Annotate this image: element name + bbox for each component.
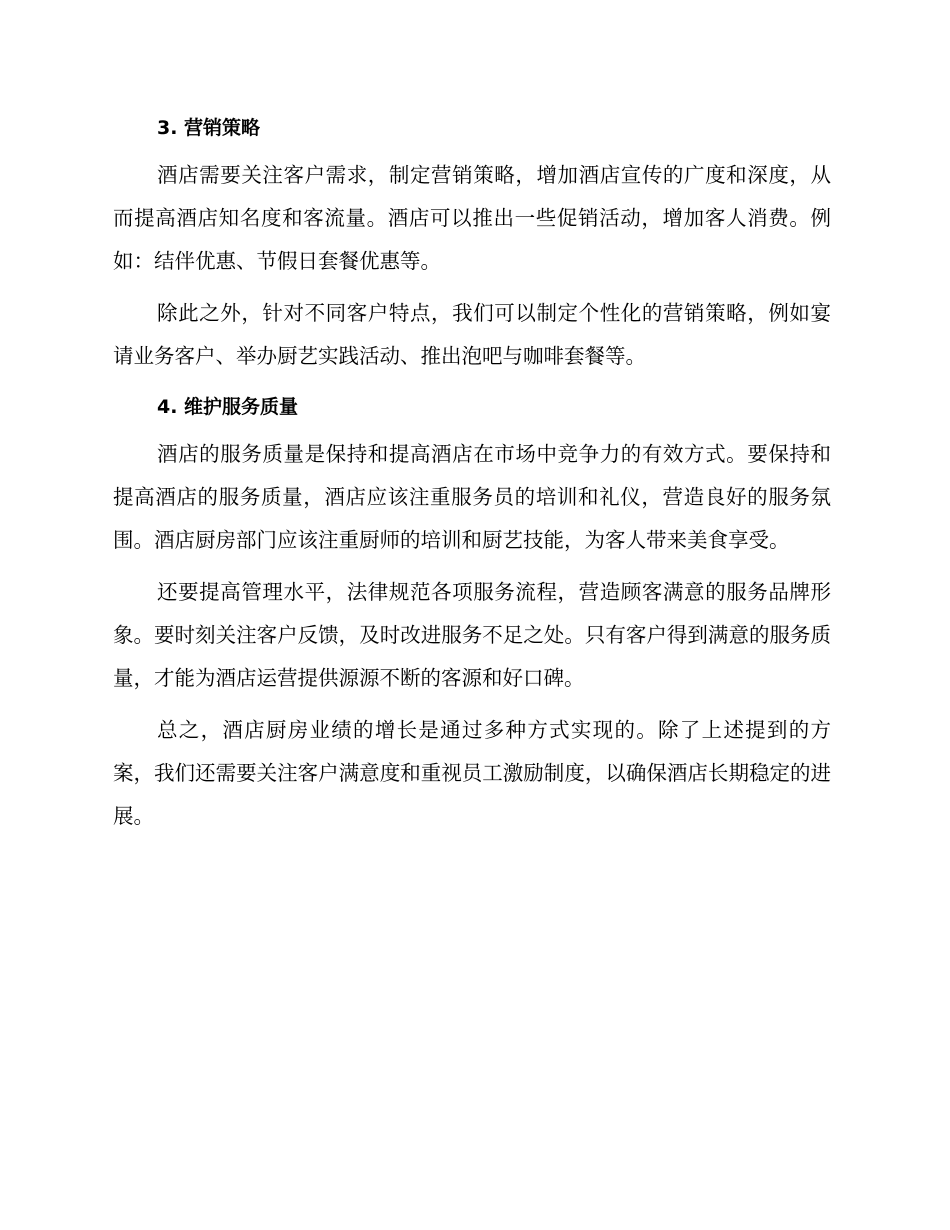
paragraph-conclusion: 总之，酒店厨房业绩的增长是通过多种方式实现的。除了上述提到的方案，我们还需要关注客户满意度和重视员工激励制度，以确保酒店长期稳定的进展。 [113,718,831,828]
paragraph-marketing-2: 除此之外，针对不同客户特点，我们可以制定个性化的营销策略，例如宴请业务客户、举办厨艺实践活动、推出泡吧与咖啡套餐等。 [113,301,831,368]
paragraph-marketing-1: 酒店需要关注客户需求，制定营销策略，增加酒店宣传的广度和深度，从而提高酒店知名度和客流量。酒店可以推出一些促销活动，增加客人消费。例如：结伴优惠、节假日套餐优惠等。 [113,163,831,273]
section-heading-service-quality: 4. 维护服务质量 [157,396,299,418]
document-body [113,108,831,838]
paragraph-service-1: 酒店的服务质量是保持和提高酒店在市场中竞争力的有效方式。要保持和提高酒店的服务质量，酒店应该注重服务员的培训和礼仪，营造良好的服务氛围。酒店厨房部门应该注重厨师的培训和厨艺技能，为客人带来美食享受。 [113,442,831,552]
paragraph-service-2: 还要提高管理水平，法律规范各项服务流程，营造顾客满意的服务品牌形象。要时刻关注客户反馈，及时改进服务不足之处。只有客户得到满意的服务质量，才能为酒店运营提供源源不断的客源和好口碑。 [113,580,831,690]
section-heading-marketing: 3. 营销策略 [157,117,261,139]
